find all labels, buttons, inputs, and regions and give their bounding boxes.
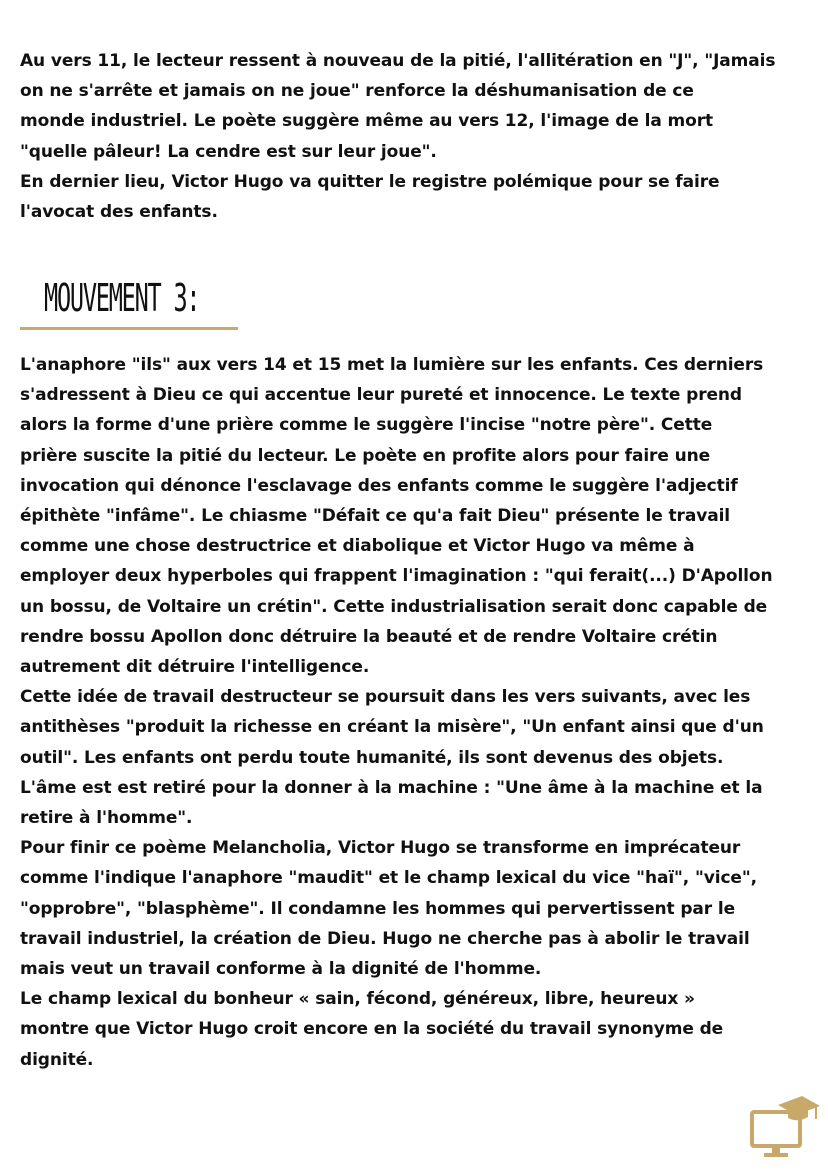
body-paragraph-1: Au vers 11, le lecteur ressent à nouveau de la pitié, l'allitération en "J", "Jamais on ne s'arrête et jamais on ne joue" renforce la déshumanisation de ce monde industriel. Le poète suggère même au vers 12, l'image de la mort "quelle pâleur! La cendre est sur leur joue". En dernier lieu, Victor Hugo va quitter le registre polémique pour se faire l'avocat des enfants. — [20, 51, 776, 223]
monitor-graduation-cap-icon — [748, 1090, 822, 1164]
body-paragraph-2: L'anaphore "ils" aux vers 14 et 15 met la lumière sur les enfants. Ces derniers s'adressent à Dieu ce qui accentue leur pureté et innocence. Le texte prend alors la forme d'une prière comme le suggère l'incise "notre père". Cette prière suscite la pitié du lecteur. Le poète en profite alors pour faire une invocation qui dénonce l'esclavage des enfants comme le suggère l'adjectif épithète "infâme". Le chiasme "Défait ce qu'a fait Dieu" présente le travail comme une chose destructrice et diabolique et Victor Hugo va même à employer deux hyperboles qui frappent l'imagination : "qui ferait(...) D'Apollon un bossu, de Voltaire un crétin". Cette industrialisation serait donc capable de rendre bossu Apollon donc détruire la beauté et de rendre Voltaire crétin autrement dit détruire l'intelligence. Cette idée de travail destructeur se poursuit dans les vers suivants, avec les antithèses "produit la richesse en créant la misère", "Un enfant ainsi que d'un outil". Les enfants ont perdu toute humanité, ils sont devenus des objets. L'âme est est retiré pour la donner à la machine : "Une âme à la machine et la retire à l'homme". Pour finir ce poème Melancholia, Victor Hugo se transforme en imprécateur comme l'indique l'anaphore "maudit" et le champ lexical du vice "haï", "vice", "opprobre", "blasphème". Il condamne les hommes qui pervertissent par le travail industriel, la création de Dieu. Hugo ne cherche pas à abolir le travail mais veut un travail conforme à la dignité de l'homme. Le champ lexical du bonheur « sain, fécond, généreux, libre, heureux » montre que Victor Hugo croit encore en la société du travail synonyme de dignité. — [20, 355, 773, 1070]
heading-underline — [20, 327, 238, 330]
section-heading: MOUVEMENT 3: — [44, 276, 200, 320]
